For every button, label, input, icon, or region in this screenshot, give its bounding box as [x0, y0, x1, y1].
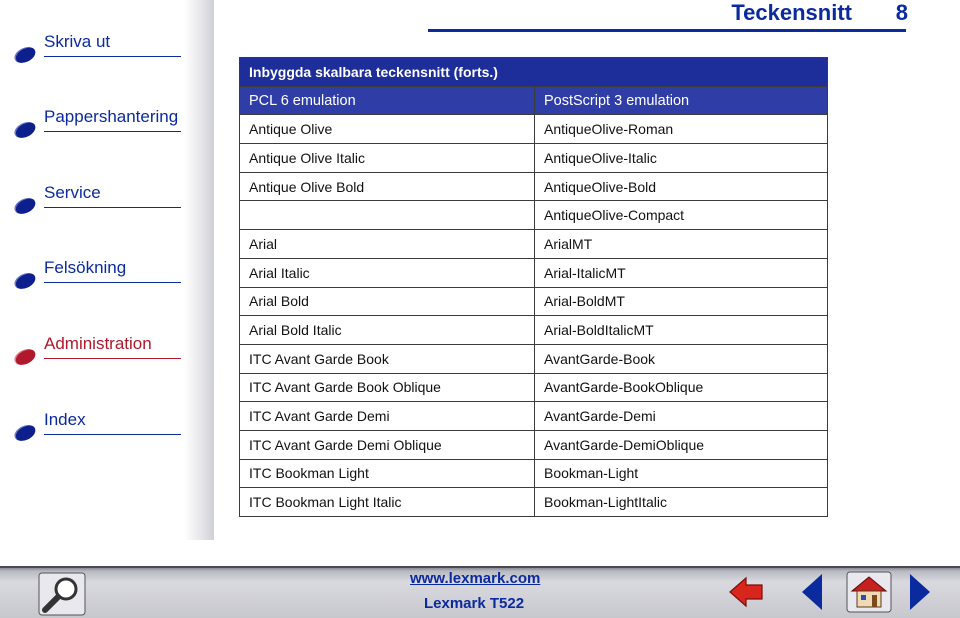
- table-row: [240, 459, 828, 488]
- column-header-pcl: PCL 6 emulation: [240, 86, 535, 115]
- pcl-font-cell: ITC Bookman Light: [240, 459, 535, 488]
- table-row: [240, 344, 828, 373]
- column-header-postscript: PostScript 3 emulation: [535, 86, 828, 115]
- table-row: [240, 430, 828, 459]
- pcl-font-cell: Arial: [240, 230, 535, 259]
- sidebar-item-underline: [44, 358, 181, 359]
- sidebar-item-pappershantering[interactable]: [0, 105, 185, 145]
- sidebar-item-underline: [44, 131, 181, 132]
- footer-top-line: [0, 566, 960, 568]
- postscript-font-cell: AntiqueOlive-Compact: [535, 201, 828, 230]
- table-row: [240, 373, 828, 402]
- bullet-icon: [12, 346, 38, 368]
- pcl-font-cell: [240, 201, 535, 230]
- bullet-icon: [12, 119, 38, 141]
- postscript-font-cell: AvantGarde-Book: [535, 344, 828, 373]
- sidebar-item-underline: [44, 207, 181, 208]
- printer-model: Lexmark T522: [424, 595, 525, 612]
- table-row: [240, 287, 828, 316]
- table-row: [240, 230, 828, 259]
- table-caption-row: [240, 58, 828, 87]
- sidebar-item-label: Index: [44, 410, 86, 429]
- pcl-font-cell: ITC Avant Garde Demi Oblique: [240, 430, 535, 459]
- postscript-font-cell: AvantGarde-BookOblique: [535, 373, 828, 402]
- bullet-icon: [12, 44, 38, 66]
- table-row: [240, 115, 828, 144]
- previous-page-icon[interactable]: [800, 572, 824, 612]
- sidebar-item-skriva-ut[interactable]: [0, 30, 185, 70]
- magnifier-icon[interactable]: [38, 572, 86, 616]
- sidebar-item-underline: [44, 434, 181, 435]
- postscript-font-cell: Arial-BoldMT: [535, 287, 828, 316]
- header-rule: [428, 29, 906, 32]
- pcl-font-cell: Arial Bold Italic: [240, 316, 535, 345]
- next-page-icon[interactable]: [908, 572, 932, 612]
- postscript-font-cell: AntiqueOlive-Bold: [535, 172, 828, 201]
- sidebar-item-label: Service: [44, 183, 101, 202]
- pcl-font-cell: Arial Bold: [240, 287, 535, 316]
- sidebar-item-label: Skriva ut: [44, 32, 111, 51]
- sidebar: [0, 0, 214, 540]
- sidebar-item-label: Administration: [44, 334, 152, 353]
- postscript-font-cell: AvantGarde-DemiOblique: [535, 430, 828, 459]
- table-caption: Inbyggda skalbara teckensnitt (forts.): [240, 58, 828, 87]
- page-number: 8: [895, 0, 908, 25]
- footer-bar: [0, 566, 960, 618]
- pcl-font-cell: ITC Avant Garde Book Oblique: [240, 373, 535, 402]
- postscript-font-cell: AvantGarde-Demi: [535, 402, 828, 431]
- table-row: [240, 488, 828, 517]
- postscript-font-cell: Bookman-Light: [535, 459, 828, 488]
- postscript-font-cell: Bookman-LightItalic: [535, 488, 828, 517]
- postscript-font-cell: AntiqueOlive-Roman: [535, 115, 828, 144]
- pcl-font-cell: Antique Olive Italic: [240, 144, 535, 173]
- sidebar-item-underline: [44, 282, 181, 283]
- postscript-font-cell: Arial-ItalicMT: [535, 258, 828, 287]
- sidebar-item-underline: [44, 56, 181, 57]
- website-link[interactable]: www.lexmark.com: [410, 570, 541, 587]
- postscript-font-cell: ArialMT: [535, 230, 828, 259]
- pcl-font-cell: Antique Olive: [240, 115, 535, 144]
- fonts-table: [239, 57, 828, 517]
- table-row: [240, 144, 828, 173]
- table-row: [240, 172, 828, 201]
- bullet-icon: [12, 195, 38, 217]
- bullet-icon: [12, 422, 38, 444]
- postscript-font-cell: AntiqueOlive-Italic: [535, 144, 828, 173]
- table-row: [240, 316, 828, 345]
- table-row: [240, 258, 828, 287]
- back-arrow-icon[interactable]: [728, 574, 764, 610]
- postscript-font-cell: Arial-BoldItalicMT: [535, 316, 828, 345]
- page-title: Teckensnitt: [731, 0, 852, 25]
- sidebar-item-felsokning[interactable]: [0, 256, 185, 296]
- pcl-font-cell: ITC Avant Garde Book: [240, 344, 535, 373]
- sidebar-item-service[interactable]: [0, 181, 185, 221]
- pcl-font-cell: ITC Bookman Light Italic: [240, 488, 535, 517]
- table-row: [240, 201, 828, 230]
- home-icon[interactable]: [846, 571, 892, 613]
- pcl-font-cell: Arial Italic: [240, 258, 535, 287]
- table-row: [240, 402, 828, 431]
- sidebar-item-index[interactable]: [0, 408, 185, 448]
- table-header-row: [240, 86, 828, 115]
- bullet-icon: [12, 270, 38, 292]
- sidebar-item-administration[interactable]: [0, 332, 185, 372]
- sidebar-item-label: Felsökning: [44, 258, 127, 277]
- sidebar-item-label: Pappershantering: [44, 107, 179, 126]
- pcl-font-cell: ITC Avant Garde Demi: [240, 402, 535, 431]
- pcl-font-cell: Antique Olive Bold: [240, 172, 535, 201]
